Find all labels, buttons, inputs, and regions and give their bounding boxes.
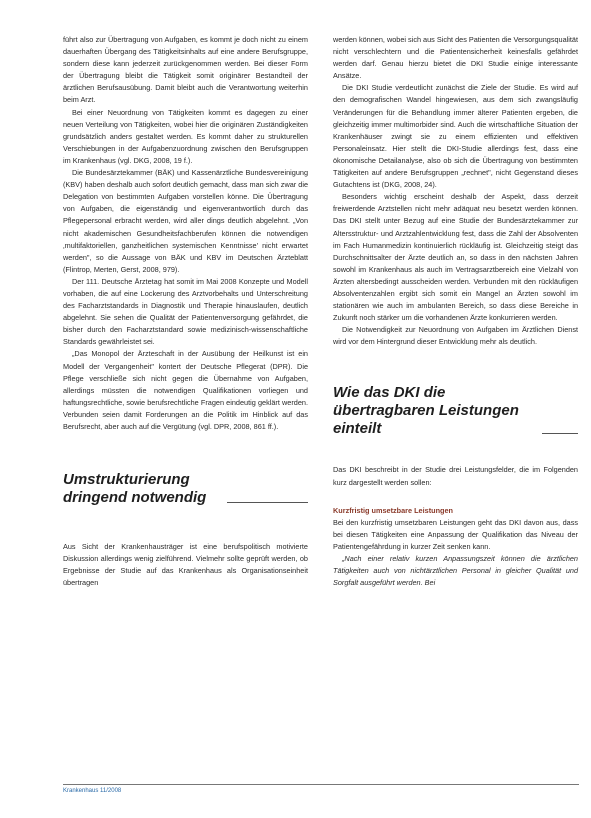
body-paragraph: Aus Sicht der Krankenhausträger ist eine berufspolitisch motivierte Diskussion allerdings wenig zielführend. Vielmehr sollte geprüft werden, ob Ergebnisse der Studie auf das Krankenhaus als Organisationseinheit übertragen bbox=[63, 542, 308, 588]
body-paragraph: werden können, wobei sich aus Sicht des Patienten die Versorgungsqualität nicht verschlechtern und die Patientensicherheit keinesfalls gefährdet werden darf. Genau hierzu bietet die DKI Studie einige interessante Ansätze. bbox=[333, 35, 579, 81]
heading-rule bbox=[542, 433, 578, 434]
section-heading: Wie das DKI die übertragbaren Leistungen einteilt bbox=[333, 384, 519, 438]
body-paragraph: Die Bundesärztekammer (BÄK) und Kassenärztliche Bundesvereinigung (KBV) haben deshalb auch sofort deutlich gemacht, dass man sich zwar die Delegation von bestimmten Aufgaben vorstellen könne. Die Übertragung von Aufgaben, die eigenständig und eigenverantwortlich durch das Pflegepersonal erbracht werden, wird aller dings deutlich abgelehnt. „Von nicht akademischen Gesundheitsfachberufen können die notwendigen ‚multifaktoriellen, ganzheitlichen systemischen Kenntnisse' nicht erwartet werden", so die Aussage von BÄK und KBV im Deutschen Ärzteblatt (Flintrop, Merten, Gerst, 2008, 979). bbox=[63, 168, 308, 274]
section-heading: Umstrukturierung dringend notwendig bbox=[63, 471, 207, 507]
section-heading-row bbox=[333, 384, 578, 438]
right-column bbox=[333, 34, 578, 589]
body-paragraph: „Das Monopol der Ärzteschaft in der Ausübung der Heilkunst ist ein Modell der Vergangenheit" kontert der Deutsche Pflegerat (DPR). Die Pflege verschließe sich nicht gegen die Übernahme von Aufgaben, allerdings müssten die notwendigen Qualifikationen vorliegen und haftungsrechtliche, sowie berufsrechtliche Fragen eindeutig geklärt werden. Verbunden seien damit Forderungen an die Politik im Hinblick auf das Berufsrecht, aber auch auf die Vergütung (vgl. DPR, 2008, 861 ff.). bbox=[63, 349, 308, 431]
footer-rule bbox=[63, 784, 579, 785]
body-paragraph: Besonders wichtig erscheint deshalb der Aspekt, dass derzeit freiwerdende Arztstellen nicht mehr adäquat neu besetzt werden können. Das DKI stellt unter Bezug auf eine Studie der Bundesärztekammer zur Altersstruktur- und Arztzahlentwicklung fest, dass die Zahl der Absolventen im Fach Humanmedizin kontinuierlich rückläufig ist. Gleichzeitig steigt das Durchschnittsalter der Ärzte deutlich an, so dass in den nächsten Jahren sowohl im Krankenhaus als auch im Vertragsarztbereich eine Vielzahl von Ärzten altersbedingt ausscheiden werden. Verbunden mit den rückläufigen Absolventenzahlen ergibt sich somit ein Mangel an Ärzten sowohl im stationären wie auch im ambulanten Bereich, so dass diese Bereiche in Zukunft noch stärker um die vorhandenen Ärzte konkurrieren werden. bbox=[333, 192, 578, 323]
body-paragraph: Bei einer Neuordnung von Tätigkeiten kommt es dagegen zu einer neuen Verteilung von Tätigkeiten, wobei hier die originären Zuständigkeiten grundsätzlich anders gestaltet werden. Es kommt daher zu strukturellen Verschiebungen in der Aufgabenzuordnung zwischen den Berufsgruppen im Krankenhaus (vgl. DKG, 2008, 19 f.). bbox=[63, 107, 308, 165]
heading-rule bbox=[227, 502, 308, 503]
footer-journal: Krankenhaus 11/2008 bbox=[63, 788, 122, 794]
body-paragraph: führt also zur Übertragung von Aufgaben, es kommt je doch nicht zu einem dauerhaften Übergang des Tätigkeitsinhalts auf eine andere Berufsgruppe, sondern diese kann jederzeit zurückgenommen werden. Bei dieser Form der Übertragung bleibt die Tätigkeit somit originärer Bestandteil der ärztlichen Berufsausübung. Damit bleibt auch die Verantwortung weiterhin beim Arzt. bbox=[63, 35, 308, 105]
left-column bbox=[63, 34, 308, 589]
body-paragraph: Die DKI Studie verdeutlicht zunächst die Ziele der Studie. Es wird auf den demografischen Wandel hingewiesen, aus dem sich zwangsläufig Veränderungen für die Behandlung immer älterer Patienten ergeben, die gleichzeitig immer multimorbider sind. Auch die wirtschaftliche Situation der Krankenhäuser zwingt sie zu einem effizienten und effektiven Personaleinsatz. Hier stellt die DKI-Studie allerdings fest, dass eine ökonomische Detailanalyse, also ob sich die Übertragung von bestimmten Tätigkeiten auf andere Berufsgruppen „rechnet", nicht Gegenstand dieses Gutachtens ist (DKG, 2008, 24). bbox=[333, 83, 578, 190]
body-paragraph: Bei den kurzfristig umsetzbaren Leistungen geht das DKI davon aus, dass bei diesen Tätigkeiten eine Anpassung der Qualifikation das Niveau der Patientengefährdung in kurzer Zeit senken kann. bbox=[333, 517, 578, 551]
subheading: Kurzfristig umsetzbare Leistungen bbox=[333, 505, 454, 515]
body-paragraph: Das DKI beschreibt in der Studie drei Leistungsfelder, die im Folgenden kurz dargestellt werden sollen: bbox=[333, 465, 578, 487]
body-paragraph: Der 111. Deutsche Ärztetag hat somit im Mai 2008 Konzepte und Modell vorhaben, die auf eine Lockerung des Arztvorbehalts und Unterschreitung des Facharztstandards in Diagnostik und Therapie hinauslaufen, deutlich abgelehnt. Sie sehen die Qualität der Patientenversorgung gefährdet, die bisher durch den Facharztstandard sowie medizinisch-wissenschaftliche Standards gewährleistet sei. bbox=[63, 276, 308, 347]
section-heading-row bbox=[63, 471, 308, 507]
body-paragraph: „Nach einer relativ kurzen Anpassungszeit können die ärztlichen Tätigkeiten auch von nichtärztlichen Personal in gleicher Qualität und Sorgfalt ausgeführt werden. Bei bbox=[333, 553, 578, 588]
body-paragraph: Die Notwendigkeit zur Neuordnung von Aufgaben im Ärztlichen Dienst wird vor dem Hintergrund dieser Entwicklung mehr als deutlich. bbox=[333, 325, 578, 347]
